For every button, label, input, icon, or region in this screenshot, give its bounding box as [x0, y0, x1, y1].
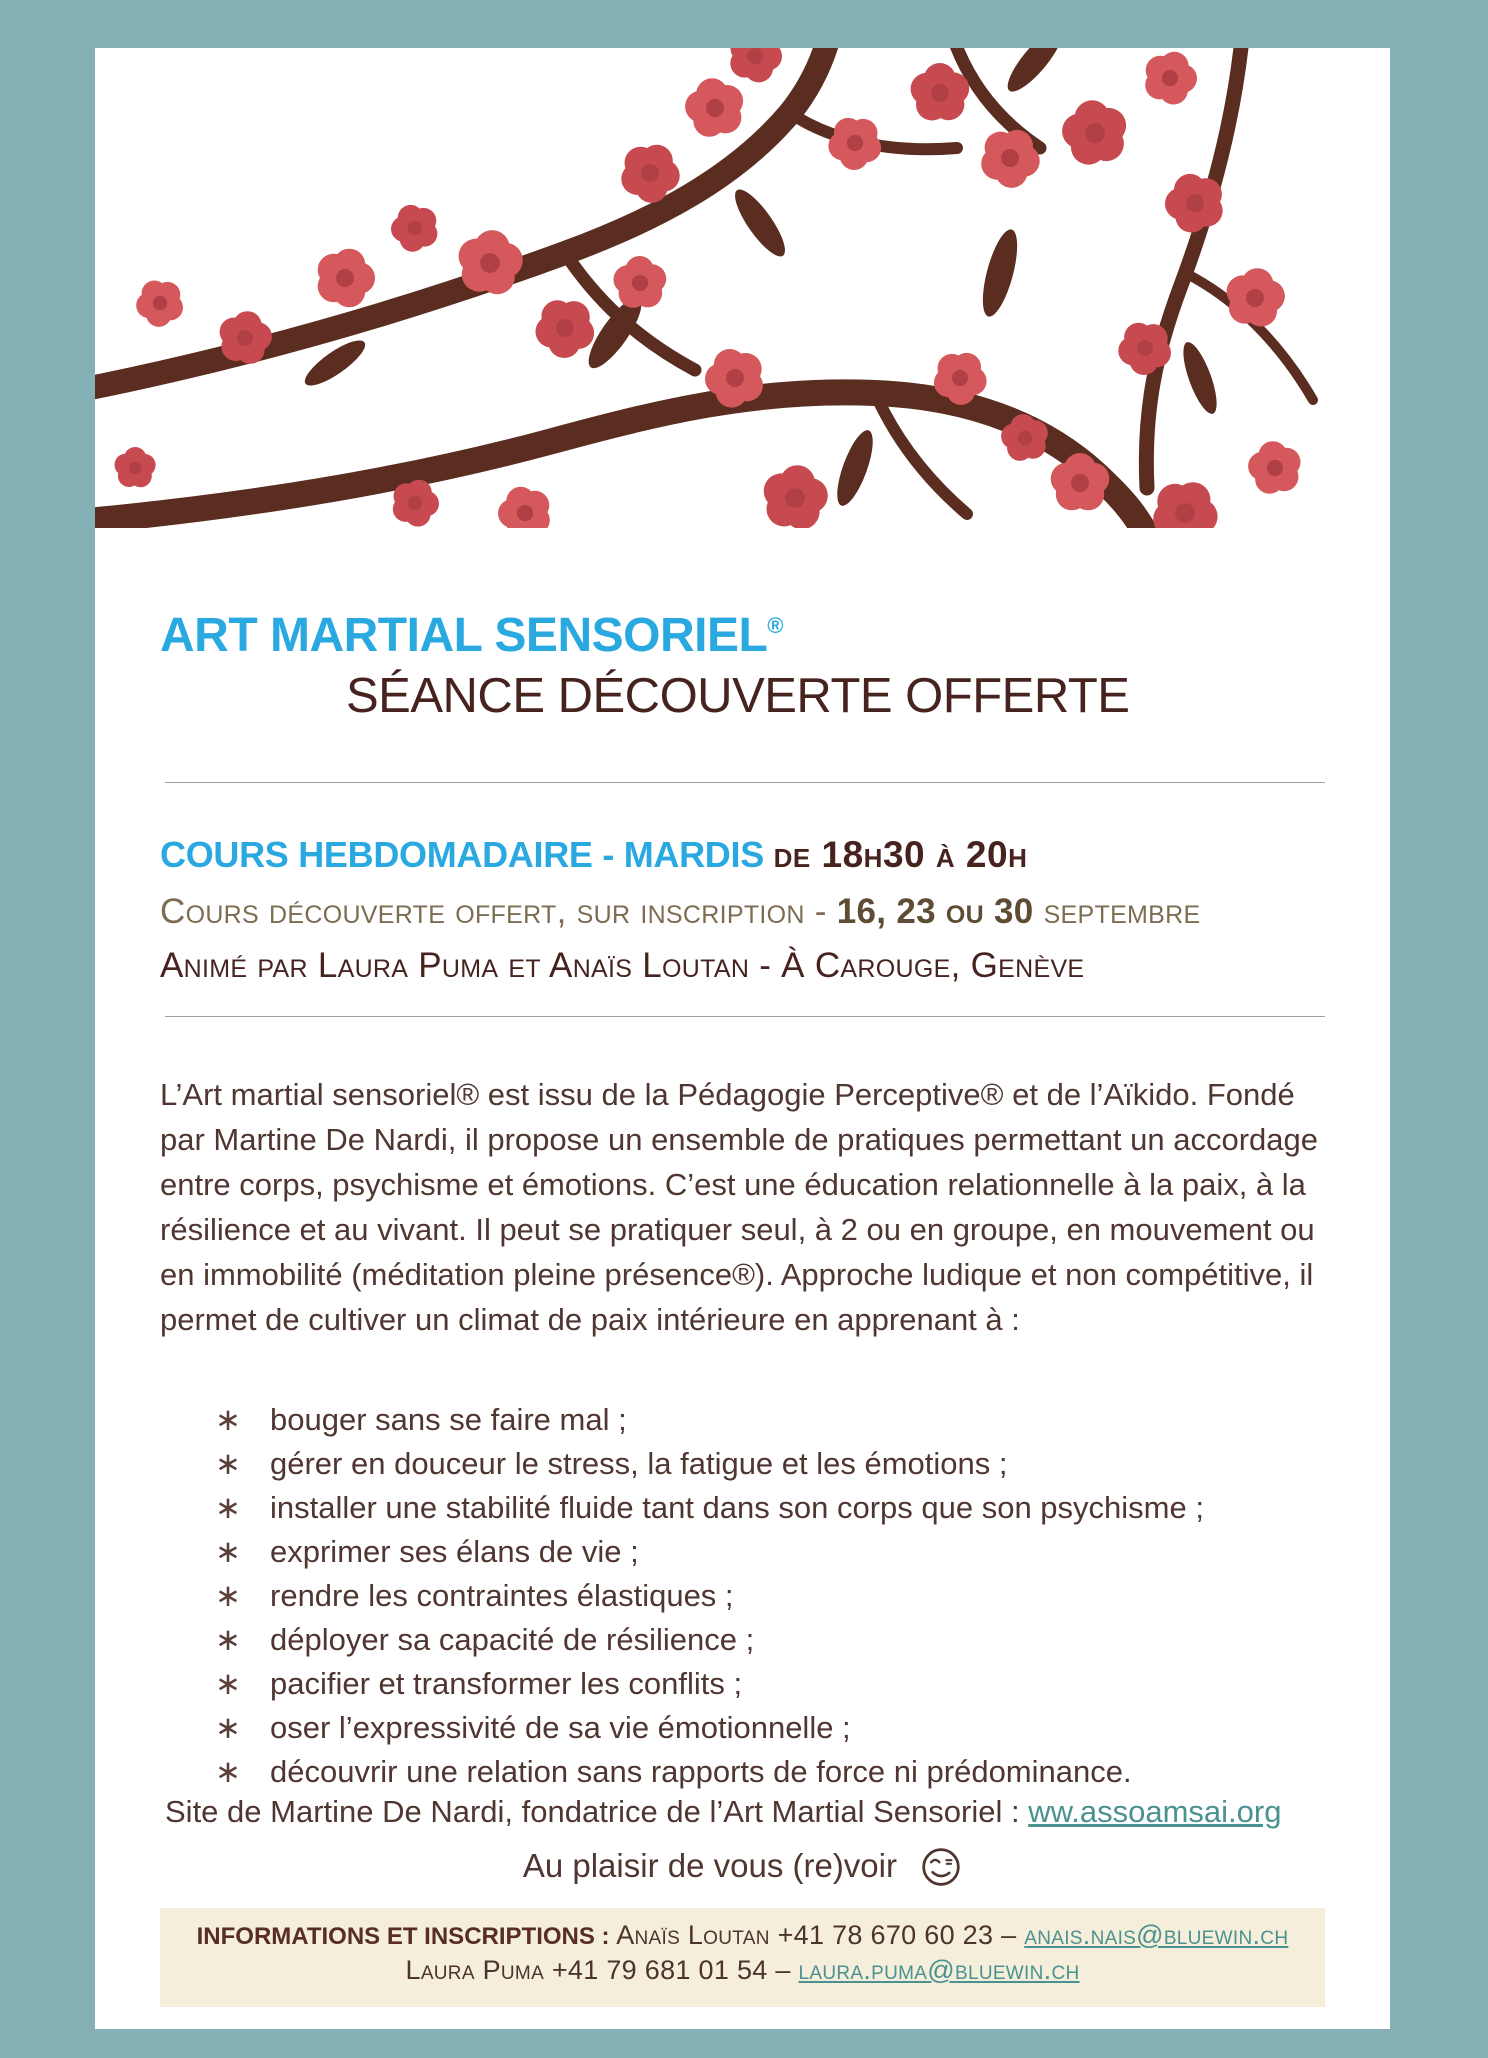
- wink-smiley-icon: [920, 1846, 962, 1888]
- contact-label: INFORMATIONS ET INSCRIPTIONS :: [196, 1923, 617, 1950]
- closing-line: [95, 1846, 1390, 1888]
- discovery-text: Cours découverte offert, sur inscription -: [160, 892, 837, 931]
- schedule-course-label: COURS HEBDOMADAIRE - MARDIS: [160, 834, 774, 875]
- list-item: [215, 1618, 1204, 1662]
- asterisk-bullet: ∗: [215, 1578, 241, 1613]
- closing-text: Au plaisir de vous (re)voir: [522, 1847, 897, 1884]
- list-item: [215, 1398, 1204, 1442]
- contact2-name-phone: Laura Puma +41 79 681 01 54 –: [405, 1955, 799, 1985]
- asterisk-bullet: ∗: [215, 1402, 241, 1437]
- discovery-month: septembre: [1033, 892, 1201, 931]
- list-item-text: installer une stabilité fluide tant dans son corps que son psychisme ;: [270, 1490, 1204, 1525]
- asterisk-bullet: ∗: [215, 1666, 241, 1701]
- list-item-text: déployer sa capacité de résilience ;: [270, 1622, 755, 1657]
- contact-line-2: [160, 1955, 1325, 1986]
- schedule-line-discovery: [160, 892, 1200, 932]
- list-item-text: gérer en douceur le stress, la fatigue et les émotions ;: [270, 1446, 1008, 1481]
- flyer-page: [95, 48, 1390, 2029]
- divider-top: [165, 782, 1325, 783]
- page-title-text: ART MARTIAL SENSORIEL: [160, 609, 768, 662]
- list-item-text: exprimer ses élans de vie ;: [270, 1534, 639, 1569]
- asterisk-bullet: ∗: [215, 1534, 241, 1569]
- list-item: [215, 1750, 1204, 1794]
- asterisk-bullet: ∗: [215, 1446, 241, 1481]
- benefits-list: [215, 1398, 1204, 1794]
- list-item: [215, 1574, 1204, 1618]
- contact-footer: [160, 1908, 1325, 2007]
- asterisk-bullet: ∗: [215, 1710, 241, 1745]
- list-item-text: rendre les contraintes élastiques ;: [270, 1578, 734, 1613]
- discovery-dates: 16, 23 ou 30: [836, 892, 1034, 931]
- list-item-text: pacifier et transformer les conflits ;: [270, 1666, 743, 1701]
- schedule-line-weekly: [160, 834, 1027, 876]
- schedule-time: de 18h30 à 20h: [773, 834, 1028, 875]
- list-item-text: oser l’expressivité de sa vie émotionnelle ;: [270, 1710, 851, 1745]
- contact-line-1: [160, 1920, 1325, 1951]
- site-line: [165, 1794, 1281, 1830]
- list-item: [215, 1530, 1204, 1574]
- asterisk-bullet: ∗: [215, 1622, 241, 1657]
- page-title: [160, 608, 784, 663]
- registered-mark: ®: [767, 613, 784, 638]
- contact1-email-link[interactable]: anais.nais@bluewin.ch: [1024, 1920, 1289, 1950]
- blossom-flowers: [115, 48, 1301, 528]
- schedule-line-animators: Animé par Laura Puma et Anaïs Loutan - À Carouge, Genève: [160, 946, 1085, 985]
- asterisk-bullet: ∗: [215, 1754, 241, 1789]
- blossom-branch-illustration: [95, 48, 1390, 528]
- list-item: [215, 1486, 1204, 1530]
- list-item: [215, 1706, 1204, 1750]
- asterisk-bullet: ∗: [215, 1490, 241, 1525]
- list-item-text: découvrir une relation sans rapports de force ni prédominance.: [270, 1754, 1132, 1789]
- contact2-email-link[interactable]: laura.puma@bluewin.ch: [798, 1955, 1080, 1985]
- list-item: [215, 1662, 1204, 1706]
- contact1-name-phone: Anaïs Loutan +41 78 670 60 23 –: [616, 1920, 1025, 1950]
- page-subtitle: SÉANCE DÉCOUVERTE OFFERTE: [346, 669, 1130, 723]
- divider-middle: [165, 1016, 1325, 1017]
- list-item-text: bouger sans se faire mal ;: [270, 1402, 627, 1437]
- site-link[interactable]: ww.assoamsai.org: [1028, 1794, 1282, 1829]
- site-line-text: Site de Martine De Nardi, fondatrice de l’Art Martial Sensoriel :: [165, 1794, 1029, 1829]
- intro-paragraph: L’Art martial sensoriel® est issu de la Pédagogie Perceptive® et de l’Aïkido. Fondé par Martine De Nardi, il propose un ensemble de pratiques permettant un accordage entre corps, psychisme et émotions. C’est une éducation relationnelle à la paix, à la résilience et au vivant. Il peut se pratiquer seul, à 2 ou en groupe, en mouvement ou en immobilité (méditation pleine présence®). Approche ludique et non compétitive, il permet de cultiver un climat de paix intérieure en apprenant à :: [160, 1077, 1318, 1337]
- list-item: [215, 1442, 1204, 1486]
